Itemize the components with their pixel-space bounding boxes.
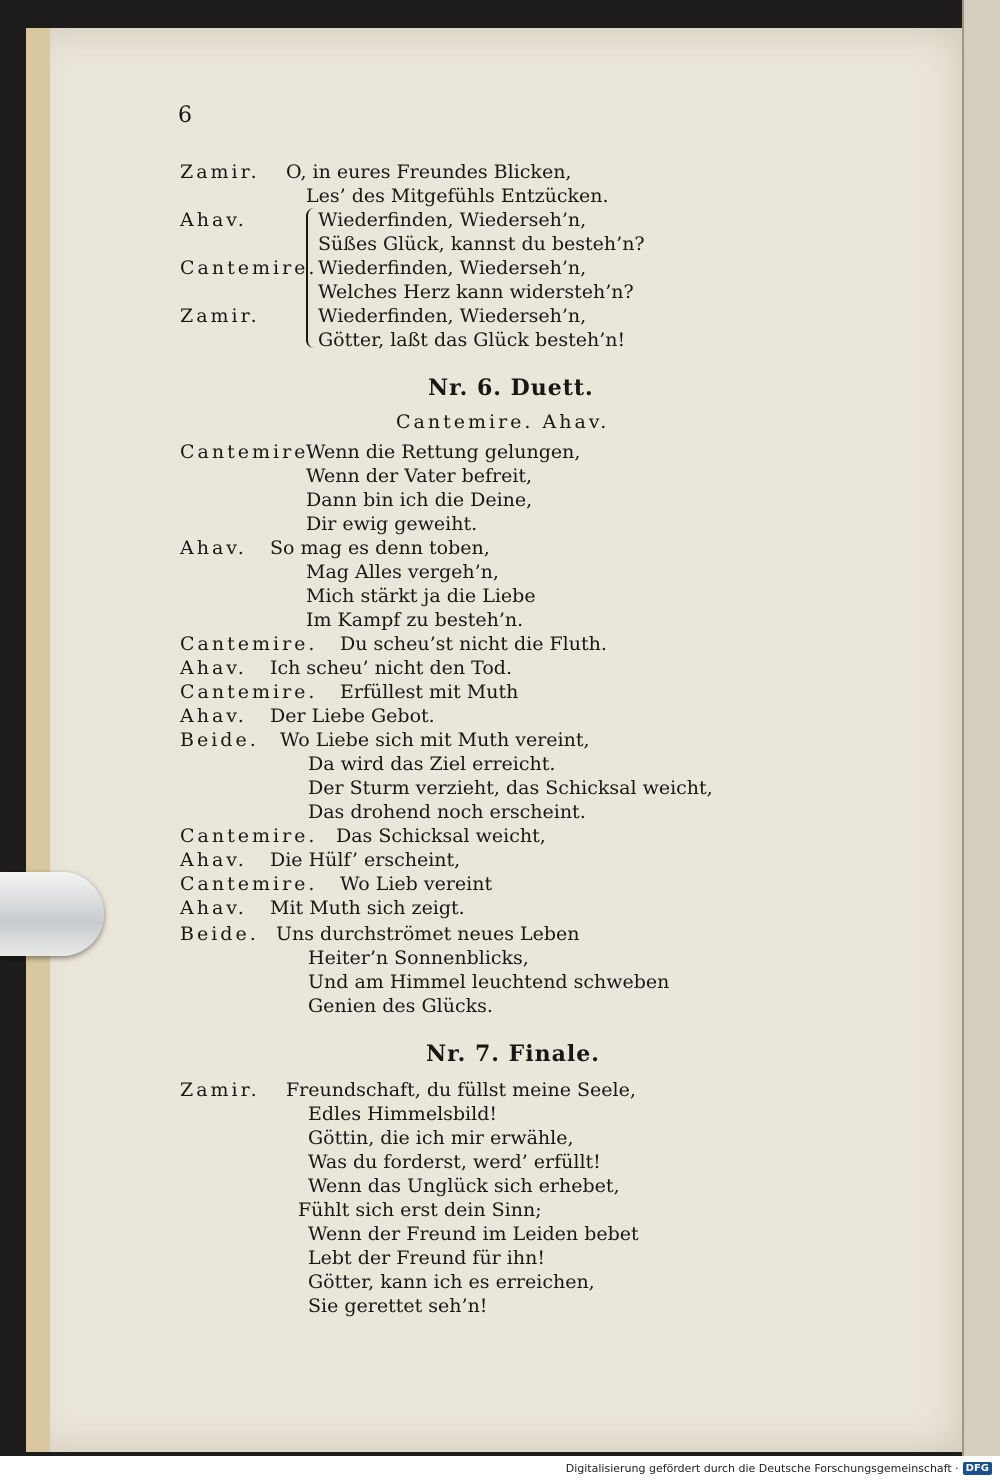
verse-line: So mag es denn toben, [270, 537, 490, 559]
verse-line: Mag Alles vergeh’n, [306, 561, 499, 583]
speaker-label: Ahav. [180, 705, 247, 727]
speaker-label: Cantemire. [180, 873, 318, 895]
verse-line: Wiederfinden, Wiederseh’n, [318, 209, 587, 231]
facing-page-edge [962, 0, 1000, 1456]
speaker-label: Ahav. [180, 657, 247, 679]
speaker-label: Ahav. [180, 209, 247, 231]
verse-line: Wenn das Unglück sich erhebet, [308, 1175, 620, 1197]
verse-line: Wenn die Rettung gelungen, [306, 441, 581, 463]
speaker-label: Cantemire. [180, 257, 318, 279]
verse-line: Freundschaft, du füllst meine Seele, [286, 1079, 636, 1101]
verse-line: Götter, laßt das Glück besteh’n! [318, 329, 626, 351]
verse-line: Wo Lieb vereint [340, 873, 493, 895]
speaker-label: Ahav. [180, 897, 247, 919]
dfg-logo: DFG [963, 1462, 992, 1475]
verse-line: Mit Muth sich zeigt. [270, 897, 465, 919]
speaker-label: Ahav. [180, 849, 247, 871]
verse-line: Ich scheu’ nicht den Tod. [270, 657, 512, 679]
speaker-label: Cantemire. [180, 441, 318, 463]
speaker-label: Beide. [180, 923, 259, 945]
verse-line: Wenn der Vater befreit, [306, 465, 533, 487]
verse-line: Lebt der Freund für ihn! [308, 1247, 545, 1269]
verse-line: Wo Liebe sich mit Muth vereint, [280, 729, 590, 751]
verse-line: Wiederfinden, Wiederseh’n, [318, 257, 587, 279]
verse-line: Göttin, die ich mir erwähle, [308, 1127, 574, 1149]
verse-line: Wenn der Freund im Leiden bebet [308, 1223, 639, 1245]
verse-line: Sie gerettet seh’n! [308, 1295, 488, 1317]
verse-line: Genien des Glücks. [308, 995, 493, 1017]
speaker-label: Zamir. [180, 305, 260, 327]
verse-line: O, in eures Freundes Blicken, [286, 161, 572, 183]
verse-line: Edles Himmelsbild! [308, 1103, 498, 1125]
verse-line: Welches Herz kann widersteh’n? [318, 281, 634, 303]
verse-line: Im Kampf zu besteh’n. [306, 609, 524, 631]
verse-line: Der Liebe Gebot. [270, 705, 435, 727]
speaker-label: Zamir. [180, 1079, 260, 1101]
verse-line: Du scheu’st nicht die Fluth. [340, 633, 607, 655]
section-heading: Nr. 7. Finale. [426, 1041, 600, 1067]
verse-line: Erfüllest mit Muth [340, 681, 519, 703]
verse-line: Das drohend noch erscheint. [308, 801, 586, 823]
verse-line: Was du forderst, werd’ erfüllt! [308, 1151, 601, 1173]
verse-line: Les’ des Mitgefühls Entzücken. [306, 185, 609, 207]
page-number: 6 [178, 103, 192, 128]
speaker-label: Cantemire. [180, 825, 318, 847]
verse-line: Da wird das Ziel erreicht. [308, 753, 556, 775]
verse-line: Wiederfinden, Wiederseh’n, [318, 305, 587, 327]
verse-line: Dir ewig geweiht. [306, 513, 478, 535]
verse-line: Heiter’n Sonnenblicks, [308, 947, 529, 969]
speaker-label: Cantemire. [180, 633, 318, 655]
section-heading: Nr. 6. Duett. [428, 375, 594, 401]
verse-line: Die Hülf’ erscheint, [270, 849, 461, 871]
speaker-label: Beide. [180, 729, 259, 751]
verse-line: Fühlt sich erst dein Sinn; [298, 1199, 542, 1221]
footer [0, 1456, 1000, 1481]
verse-line: Uns durchströmet neues Leben [276, 923, 580, 945]
verse-line: Dann bin ich die Deine, [306, 489, 533, 511]
verse-line: Das Schicksal weicht, [336, 825, 546, 847]
cast-line: Cantemire. Ahav. [396, 411, 610, 433]
speaker-label: Cantemire. [180, 681, 318, 703]
speaker-label: Ahav. [180, 537, 247, 559]
verse-line: Götter, kann ich es erreichen, [308, 1271, 595, 1293]
verse-line: Und am Himmel leuchtend schweben [308, 971, 670, 993]
footer-credit: Digitalisierung gefördert durch die Deutsche Forschungsgemeinschaft · [565, 1462, 959, 1475]
page-clip [0, 872, 104, 956]
speaker-label: Zamir. [180, 161, 260, 183]
page-edge [26, 28, 50, 1452]
verse-line: Mich stärkt ja die Liebe [306, 585, 536, 607]
verse-line: Süßes Glück, kannst du besteh’n? [318, 233, 645, 255]
verse-line: Der Sturm verzieht, das Schicksal weicht, [308, 777, 713, 799]
